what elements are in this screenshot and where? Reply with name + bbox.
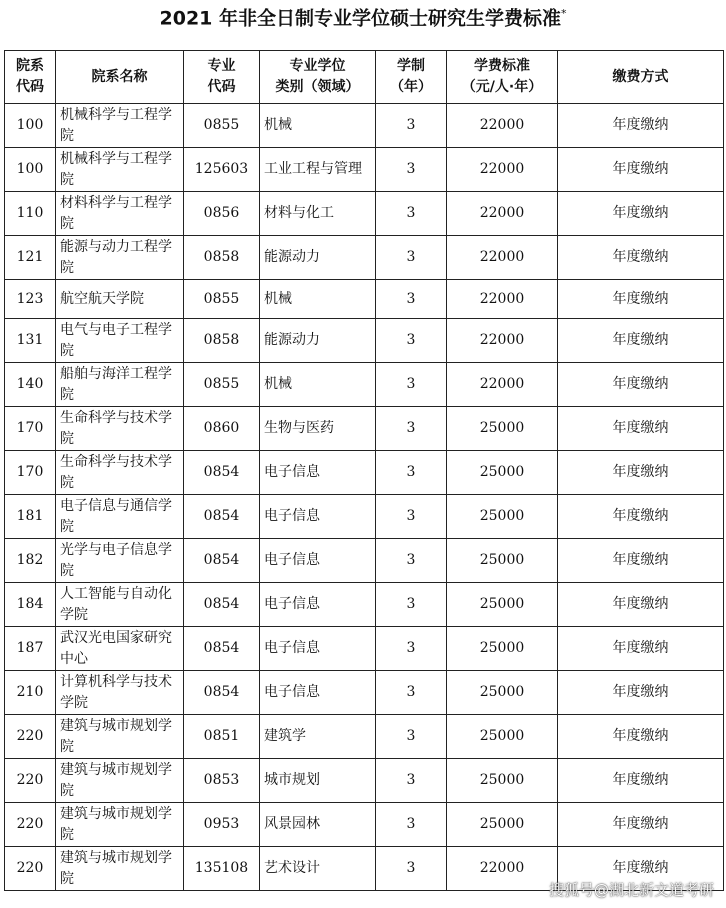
cell-years: 3: [376, 407, 447, 451]
cell-fee: 25000: [447, 627, 558, 671]
cell-category: 建筑学: [260, 715, 376, 759]
cell-dept-name: 材料科学与工程学院: [56, 192, 184, 236]
cell-major-code: 0858: [184, 236, 260, 280]
table-row: [5, 280, 724, 319]
cell-major-code: 0854: [184, 671, 260, 715]
header-years-line: （年）: [390, 79, 432, 95]
cell-dept-code: 187: [5, 627, 56, 671]
cell-fee: 25000: [447, 671, 558, 715]
cell-payment: 年度缴纳: [558, 715, 724, 759]
cell-payment: 年度缴纳: [558, 407, 724, 451]
cell-fee: 22000: [447, 104, 558, 148]
cell-major-code: 0854: [184, 451, 260, 495]
cell-years: 3: [376, 192, 447, 236]
cell-dept-name: 电子信息与通信学院: [56, 495, 184, 539]
cell-dept-name: 武汉光电国家研究中心: [56, 627, 184, 671]
cell-major-code: 135108: [184, 847, 260, 891]
header-dept-code-line: 代码: [16, 79, 44, 95]
cell-dept-name: 建筑与城市规划学院: [56, 847, 184, 891]
cell-payment: 年度缴纳: [558, 319, 724, 363]
table-row: [5, 192, 724, 236]
table-row: [5, 671, 724, 715]
cell-major-code: 0854: [184, 627, 260, 671]
cell-years: 3: [376, 495, 447, 539]
cell-payment: 年度缴纳: [558, 583, 724, 627]
header-dept-code: [5, 51, 56, 104]
table-row: [5, 363, 724, 407]
cell-dept-code: 220: [5, 715, 56, 759]
cell-major-code: 0851: [184, 715, 260, 759]
cell-dept-code: 123: [5, 280, 56, 319]
cell-dept-name: 建筑与城市规划学院: [56, 759, 184, 803]
cell-category: 机械: [260, 104, 376, 148]
cell-category: 机械: [260, 280, 376, 319]
cell-dept-code: 100: [5, 148, 56, 192]
cell-category: 工业工程与管理: [260, 148, 376, 192]
cell-years: 3: [376, 715, 447, 759]
cell-fee: 22000: [447, 280, 558, 319]
header-fee: [447, 51, 558, 104]
cell-fee: 25000: [447, 451, 558, 495]
cell-fee: 22000: [447, 192, 558, 236]
cell-fee: 25000: [447, 539, 558, 583]
cell-dept-name: 电气与电子工程学院: [56, 319, 184, 363]
cell-major-code: 0858: [184, 319, 260, 363]
header-category: [260, 51, 376, 104]
cell-major-code: 0855: [184, 363, 260, 407]
cell-payment: 年度缴纳: [558, 803, 724, 847]
header-dept-name-line: 院系名称: [91, 68, 148, 85]
cell-category: 电子信息: [260, 671, 376, 715]
table-row: [5, 759, 724, 803]
cell-fee: 25000: [447, 407, 558, 451]
cell-dept-name: 人工智能与自动化学院: [56, 583, 184, 627]
cell-years: 3: [376, 148, 447, 192]
cell-dept-code: 181: [5, 495, 56, 539]
cell-category: 电子信息: [260, 451, 376, 495]
cell-dept-code: 210: [5, 671, 56, 715]
cell-fee: 22000: [447, 363, 558, 407]
cell-years: 3: [376, 280, 447, 319]
cell-major-code: 0855: [184, 280, 260, 319]
cell-category: 电子信息: [260, 495, 376, 539]
cell-dept-name: 机械科学与工程学院: [56, 148, 184, 192]
cell-dept-code: 220: [5, 847, 56, 891]
cell-years: 3: [376, 236, 447, 280]
table-row: [5, 803, 724, 847]
cell-years: 3: [376, 451, 447, 495]
cell-fee: 22000: [447, 319, 558, 363]
cell-category: 艺术设计: [260, 847, 376, 891]
table-row: [5, 495, 724, 539]
header-major-code: [184, 51, 260, 104]
cell-payment: 年度缴纳: [558, 280, 724, 319]
cell-dept-name: 航空航天学院: [56, 280, 184, 319]
cell-fee: 22000: [447, 148, 558, 192]
header-fee-line: 学费标准: [474, 58, 530, 74]
table-row: [5, 583, 724, 627]
cell-fee: 25000: [447, 715, 558, 759]
cell-category: 生物与医药: [260, 407, 376, 451]
cell-dept-name: 建筑与城市规划学院: [56, 715, 184, 759]
cell-years: 3: [376, 803, 447, 847]
cell-years: 3: [376, 363, 447, 407]
cell-major-code: 0854: [184, 583, 260, 627]
cell-major-code: 0855: [184, 104, 260, 148]
cell-category: 材料与化工: [260, 192, 376, 236]
header-dept-name: [56, 51, 184, 104]
cell-payment: 年度缴纳: [558, 759, 724, 803]
header-dept-code-line: 院系: [16, 58, 44, 74]
cell-dept-name: 生命科学与技术学院: [56, 451, 184, 495]
cell-fee: 25000: [447, 583, 558, 627]
cell-years: 3: [376, 671, 447, 715]
cell-fee: 22000: [447, 847, 558, 891]
cell-dept-code: 220: [5, 759, 56, 803]
table-row: [5, 104, 724, 148]
cell-years: 3: [376, 759, 447, 803]
table-row: [5, 319, 724, 363]
cell-major-code: 0854: [184, 495, 260, 539]
cell-years: 3: [376, 847, 447, 891]
cell-category: 机械: [260, 363, 376, 407]
cell-payment: 年度缴纳: [558, 363, 724, 407]
cell-payment: 年度缴纳: [558, 539, 724, 583]
cell-payment: 年度缴纳: [558, 627, 724, 671]
cell-category: 电子信息: [260, 627, 376, 671]
table-row: [5, 148, 724, 192]
cell-category: 风景园林: [260, 803, 376, 847]
cell-category: 能源动力: [260, 236, 376, 280]
cell-fee: 25000: [447, 495, 558, 539]
cell-years: 3: [376, 539, 447, 583]
tuition-table: [4, 50, 724, 891]
header-years-line: 学制: [397, 58, 425, 74]
cell-category: 电子信息: [260, 583, 376, 627]
cell-dept-code: 182: [5, 539, 56, 583]
page-title-text: 2021 年非全日制专业学位硕士研究生学费标准: [159, 7, 561, 30]
header-major-code-line: 代码: [207, 79, 236, 95]
cell-dept-code: 100: [5, 104, 56, 148]
header-category-line: 类别（领域）: [275, 79, 360, 95]
cell-major-code: 0953: [184, 803, 260, 847]
cell-payment: 年度缴纳: [558, 148, 724, 192]
header-category-line: 专业学位: [289, 58, 346, 74]
cell-major-code: 0854: [184, 539, 260, 583]
cell-dept-name: 生命科学与技术学院: [56, 407, 184, 451]
cell-years: 3: [376, 104, 447, 148]
cell-major-code: 0856: [184, 192, 260, 236]
header-payment: [558, 51, 724, 104]
cell-major-code: 0853: [184, 759, 260, 803]
cell-dept-name: 计算机科学与技术学院: [56, 671, 184, 715]
cell-fee: 25000: [447, 803, 558, 847]
cell-years: 3: [376, 319, 447, 363]
table-row: [5, 627, 724, 671]
title-footnote-mark: *: [561, 7, 567, 20]
cell-major-code: 125603: [184, 148, 260, 192]
cell-dept-code: 220: [5, 803, 56, 847]
cell-fee: 22000: [447, 236, 558, 280]
table-row: [5, 407, 724, 451]
cell-category: 能源动力: [260, 319, 376, 363]
cell-dept-code: 121: [5, 236, 56, 280]
table-row: [5, 715, 724, 759]
cell-payment: 年度缴纳: [558, 192, 724, 236]
header-major-code-line: 专业: [207, 58, 236, 74]
cell-category: 电子信息: [260, 539, 376, 583]
cell-category: 城市规划: [260, 759, 376, 803]
cell-payment: 年度缴纳: [558, 847, 724, 891]
cell-dept-code: 140: [5, 363, 56, 407]
cell-dept-name: 机械科学与工程学院: [56, 104, 184, 148]
table-row: [5, 539, 724, 583]
cell-dept-name: 能源与动力工程学院: [56, 236, 184, 280]
cell-payment: 年度缴纳: [558, 495, 724, 539]
table-body: [5, 104, 724, 891]
cell-payment: 年度缴纳: [558, 451, 724, 495]
cell-dept-code: 170: [5, 451, 56, 495]
cell-payment: 年度缴纳: [558, 236, 724, 280]
cell-dept-name: 建筑与城市规划学院: [56, 803, 184, 847]
cell-dept-code: 170: [5, 407, 56, 451]
header-payment-line: 缴费方式: [612, 68, 669, 85]
table-row: [5, 236, 724, 280]
cell-dept-code: 110: [5, 192, 56, 236]
cell-payment: 年度缴纳: [558, 671, 724, 715]
cell-dept-name: 船舶与海洋工程学院: [56, 363, 184, 407]
cell-major-code: 0860: [184, 407, 260, 451]
cell-payment: 年度缴纳: [558, 104, 724, 148]
header-years: [376, 51, 447, 104]
cell-years: 3: [376, 583, 447, 627]
cell-years: 3: [376, 627, 447, 671]
cell-fee: 25000: [447, 759, 558, 803]
header-fee-line: （元/人·年）: [461, 79, 543, 95]
table-row: [5, 451, 724, 495]
watermark: 搜狐号@湖北新文道考研: [548, 881, 714, 899]
cell-dept-code: 184: [5, 583, 56, 627]
table-header-row: [5, 51, 724, 104]
cell-dept-code: 131: [5, 319, 56, 363]
cell-dept-name: 光学与电子信息学院: [56, 539, 184, 583]
page-title: [0, 0, 726, 34]
